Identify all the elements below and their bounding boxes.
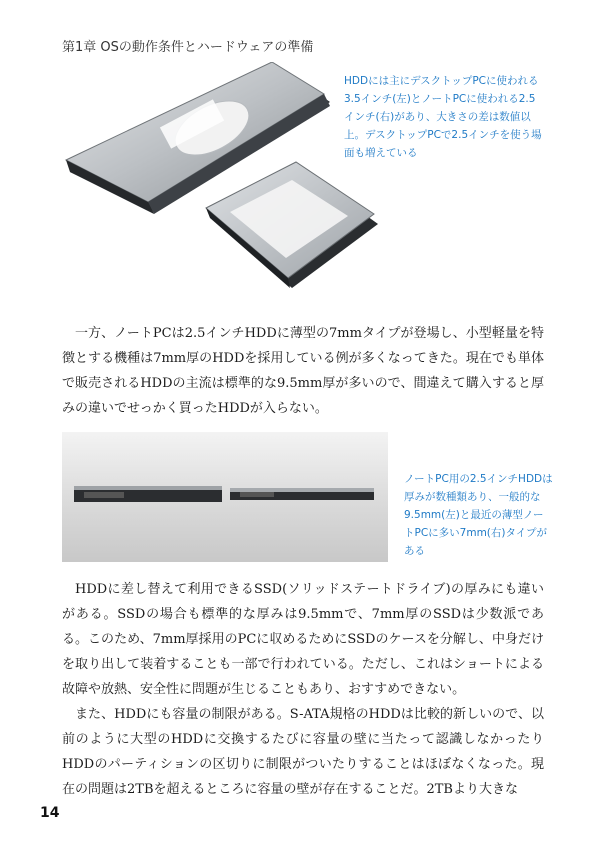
body-paragraph: 一方、ノートPCは2.5インチHDDに薄型の7mmタイプが登場し、小型軽量を特徴とする機種は7mm厚のHDDを採用している例が多くなってきた。現在でも単体で販売されるHDDの主流は標準的な9.5mm厚が多いので、間違えて購入すると厚みの違いでせっかく買ったHDDが入らない。 <box>62 326 544 416</box>
hdd-size-comparison-photo <box>62 62 388 306</box>
body-text-block <box>62 577 544 802</box>
figure2-caption: ノートPC用の2.5インチHDDは厚みが数種類あり、一般的な9.5mm(左)と最近の薄型ノートPCに多い7mm(右)タイプがある <box>404 473 553 557</box>
body-paragraph: HDDに差し替えて利用できるSSD(ソリッドステートドライブ)の厚みにも違いがある。SSDの場合も標準的な厚みは9.5mmで、7mm厚のSSDは少数派である。このため、7mm厚採用のPCに収めるためにSSDのケースを分解し、中身だけを取り出して装着することも一部で行われている。ただし、これはショートによる故障や放熱、安全性に問題が生じることもあり、おすすめできない。 <box>62 582 544 697</box>
chapter-header: 第1章 OSの動作条件とハードウェアの準備 <box>62 40 314 55</box>
hdd-thickness-comparison-photo <box>62 432 388 562</box>
page-number: 14 <box>40 805 60 821</box>
figure1-caption: HDDには主にデスクトップPCに使われる3.5インチ(左)とノートPCに使われる2.5インチ(右)があり、大きさの差は数値以上。デスクトップPCで2.5インチを使う場面も増えている <box>344 75 542 159</box>
body-paragraph: また、HDDにも容量の制限がある。S-ATA規格のHDDは比較的新しいので、以前のように大型のHDDに交換するたびに容量の壁に当たって認識しなかったりHDDのパーティションの区切りに制限がついたりすることはほぼなくなった。現在の問題は2TBを超えるところに容量の壁が存在することだ。2TBより大きな <box>62 707 544 797</box>
